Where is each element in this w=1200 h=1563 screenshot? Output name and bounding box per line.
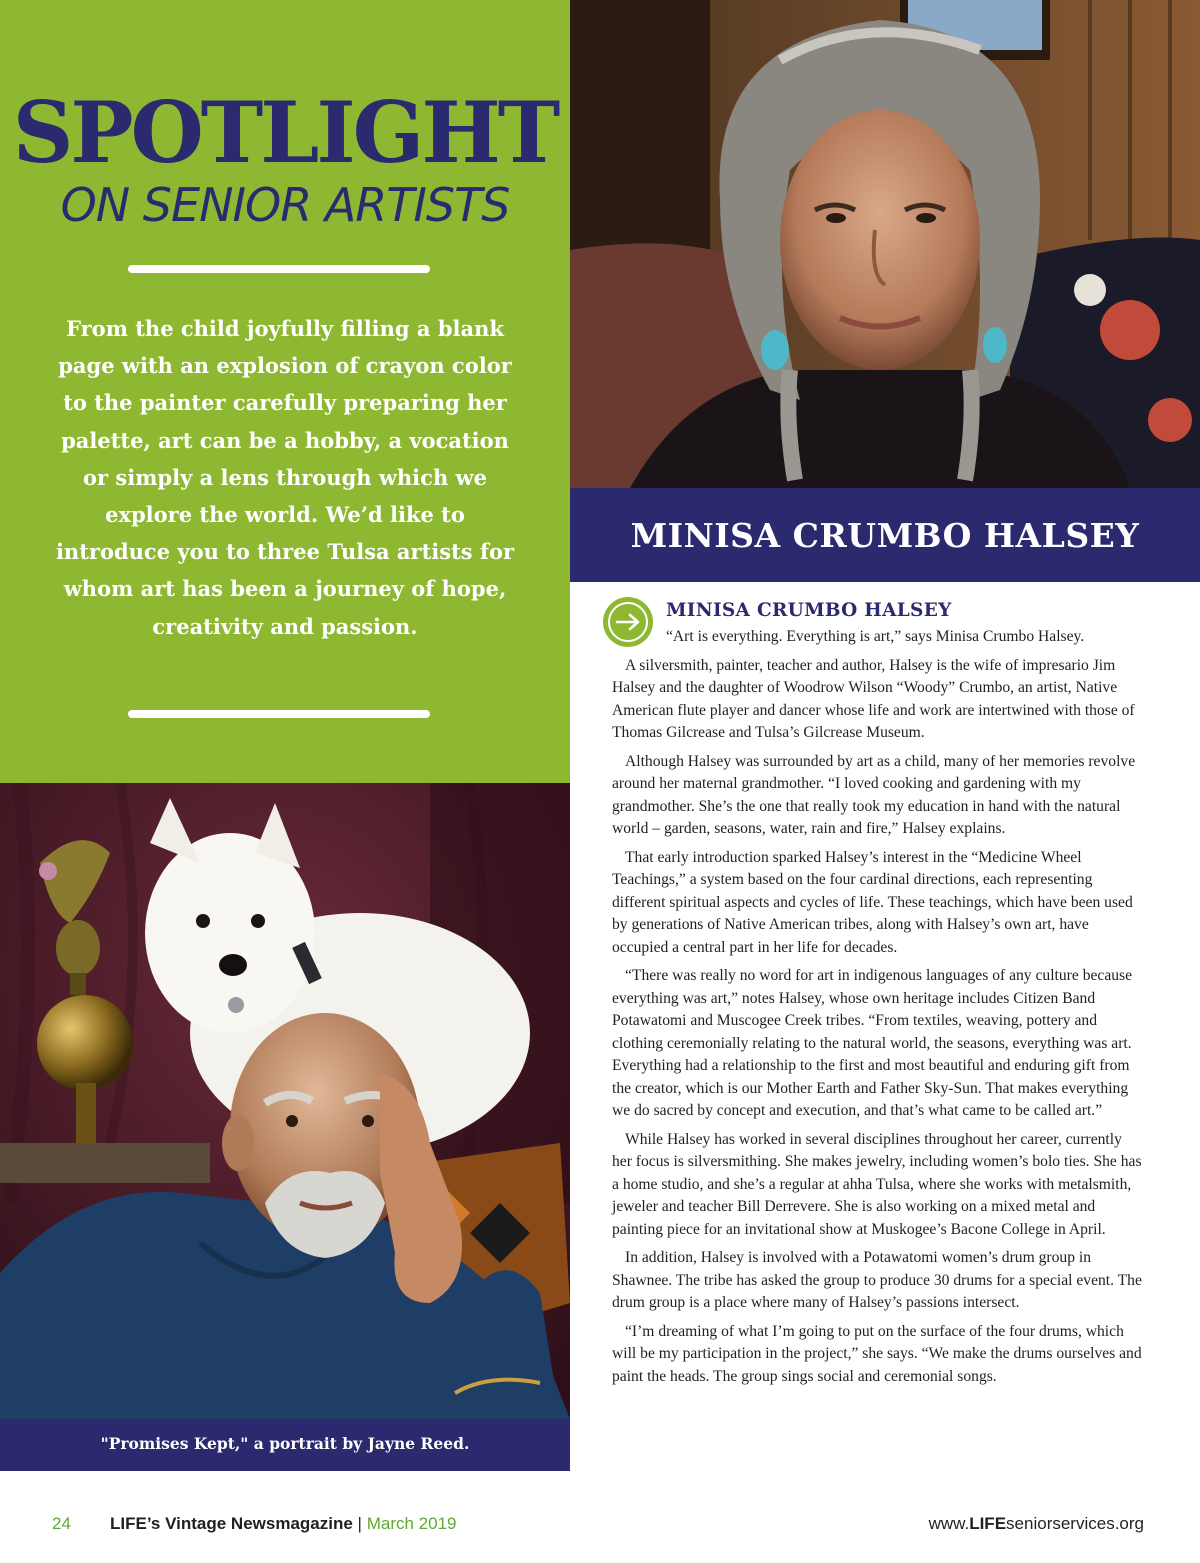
article-paragraph: That early introduction sparked Halsey’s interest in the “Medicine Wheel Teachings,” a system based on the four cardinal directions, each representing different spiritual aspects and cycles of life. These teachings, which have been used by generations of Native American tribes, along with Halsey’s own art, have occupied a central part in her life for decades. [612, 848, 1133, 956]
intro-text: From the child joyfully filling a blank page with an explosion of crayon color to the painter carefully preparing her palette, art can be a hobby, a vocation or simply a lens through which we explore the world. We’d like to introduce you to three Tulsa artists for whom art has been a journey of hope, creativity and passion. [55, 316, 515, 639]
article-paragraph: A silversmith, painter, teacher and author, Halsey is the wife of impresario Jim Halsey and the daughter of Woodrow Wilson “Woody” Crumbo, an artist, Native American flute player and dancer whose life and work are intertwined with those of Thomas Gilcrease and Tulsa’s Gilcrease Museum. [612, 656, 1135, 741]
article-paragraph: “Art is everything. Everything is art,” says Minisa Crumbo Halsey. [666, 628, 1085, 645]
artist-name: MINISA CRUMBO HALSEY [630, 516, 1140, 555]
url-brand: LIFE [969, 1514, 1007, 1533]
article-paragraph: In addition, Halsey is involved with a Potawatomi women’s drum group in Shawnee. The tribe has asked the group to produce 30 drums for a special event. The drum group is a place where many of Halsey’s passions intersect. [612, 1249, 1142, 1311]
footer-separator: | [357, 1514, 362, 1533]
article-paragraph: While Halsey has worked in several disciplines throughout her career, currently her focus is silversmithing. She makes jewelry, including women’s bolo ties. She has a home studio, and she’s a regular at ahha Tulsa, where she works with metalsmith, jeweler and teacher Bill Derrevere. She is also working on a mixed metal and painting piece for an invitational show at Muskogee’s Bacone College in April. [612, 1130, 1142, 1238]
url-suffix: seniorservices.org [1006, 1514, 1144, 1533]
page-number: 24 [52, 1514, 71, 1533]
article-body [612, 626, 1144, 1394]
article-paragraph: “I’m dreaming of what I’m going to put on the surface of the four drums, which will be my participation in the project,” she says. “We make the drums ourselves and paint the heads. The group sings social and ceremonial songs. [612, 1322, 1142, 1385]
article-heading: MINISA CRUMBO HALSEY [666, 600, 952, 621]
photo-illustration [570, 0, 1200, 488]
artist-photo [570, 0, 1200, 488]
magazine-title: LIFE’s Vintage Newsmagazine [110, 1514, 353, 1533]
page-footer [0, 1510, 1200, 1540]
intro-panel [0, 0, 570, 783]
artist-name-banner [570, 488, 1200, 582]
section-title: SPOTLIGHT [12, 83, 558, 182]
divider-bottom [128, 710, 430, 718]
section-subtitle: ON SENIOR ARTISTS [60, 178, 510, 232]
url-prefix: www. [928, 1514, 970, 1533]
portrait-painting [0, 783, 570, 1419]
article-paragraph: “There was really no word for art in indigenous languages of any culture because everything was art,” notes Halsey, whose own heritage includes Citizen Band Potawatomi and Muscogee Creek tribes. “From textiles, weaving, pottery and clothing ceremonially relating to the natural world, the seasons, everything was art. Everything had a relationship to the first and most beautiful and enduring gift from the creator, which is our Mother Earth and Father Sky-Sun. That makes everything we do sacred by concept and execution, and that’s what came to be called art.” [612, 967, 1133, 1119]
issue-date: March 2019 [366, 1514, 457, 1533]
painting-caption-bar [0, 1419, 570, 1471]
divider-top [128, 265, 430, 273]
painting-caption: "Promises Kept," a portrait by Jayne Reed. [100, 1434, 470, 1453]
magazine-info [110, 1514, 456, 1534]
painting-illustration [0, 783, 570, 1419]
website-link[interactable] [929, 1514, 1144, 1534]
article-paragraph: Although Halsey was surrounded by art as a child, many of her memories revolve around her maternal grandmother. “I loved cooking and gardening with my grandmother. She’s the one that really took my education in hand with the natural world – garden, seasons, water, rain and fire,” Halsey explains. [612, 752, 1136, 837]
